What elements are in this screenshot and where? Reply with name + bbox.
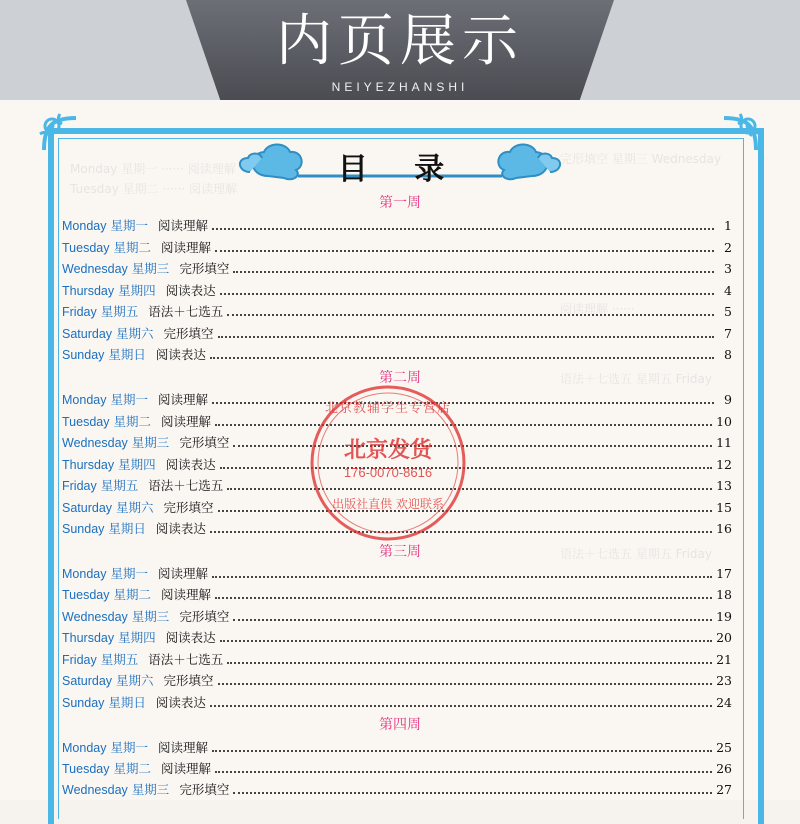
- stamp-main-text: 北京发货: [343, 438, 432, 463]
- day-en: Saturday: [62, 327, 113, 341]
- topic: 完形填空: [163, 326, 214, 341]
- page-number: 18: [716, 587, 732, 602]
- topic: 阅读理解: [158, 566, 209, 581]
- day-en: Friday: [62, 479, 97, 493]
- week-heading: 第三周: [379, 544, 421, 560]
- corner-ornament-icon: [38, 112, 82, 156]
- toc-entry[interactable]: [62, 607, 732, 627]
- topic: 阅读理解: [158, 740, 209, 755]
- page-number: 16: [716, 521, 732, 536]
- day-en: Sunday: [62, 522, 105, 536]
- page-number: 11: [716, 435, 732, 450]
- topic: 语法＋七选五: [148, 478, 224, 493]
- day-en: Sunday: [62, 696, 105, 710]
- day-cn: 星期五: [100, 652, 139, 667]
- page-number: 4: [724, 283, 732, 298]
- day-en: Monday: [62, 393, 107, 407]
- topic: 阅读表达: [155, 347, 206, 362]
- day-en: Wednesday: [62, 436, 128, 450]
- stamp-phone: 176-0070-8616: [343, 465, 433, 480]
- stamp-ring-text: 北京教辅学生专营店: [324, 401, 451, 416]
- toc-entry[interactable]: [62, 281, 732, 301]
- topic: 阅读表达: [165, 283, 216, 298]
- day-cn: 星期四: [118, 630, 156, 645]
- day-en: Tuesday: [62, 415, 110, 429]
- toc-entry[interactable]: [62, 738, 732, 758]
- day-cn: 星期一: [110, 218, 148, 233]
- show-through-text: 阅读理解 ······: [560, 302, 635, 316]
- stamp-bottom-text: 出版社直供 欢迎联系: [332, 497, 444, 511]
- day-en: Wednesday: [62, 783, 128, 797]
- leader-dots: [215, 762, 712, 773]
- day-en: Monday: [62, 219, 107, 233]
- day-en: Tuesday: [62, 588, 110, 602]
- page-number: 15: [716, 500, 732, 515]
- page-number: 13: [716, 478, 732, 493]
- topic: 阅读理解: [158, 392, 209, 407]
- day-cn: 星期三: [131, 609, 170, 624]
- corner-ornament-icon: [718, 112, 762, 156]
- page-number: 8: [724, 347, 732, 362]
- topic: 阅读表达: [155, 695, 206, 710]
- topic: 阅读理解: [158, 218, 209, 233]
- toc-entry[interactable]: [62, 345, 732, 365]
- page-number: 21: [716, 652, 732, 667]
- leader-dots: [212, 219, 714, 230]
- topic: 语法＋七选五: [148, 304, 224, 319]
- day-en: Saturday: [62, 674, 113, 688]
- leader-dots: [210, 348, 714, 359]
- page-number: 2: [724, 240, 732, 255]
- day-cn: 星期日: [108, 347, 146, 362]
- day-en: Tuesday: [62, 241, 110, 255]
- leader-dots: [220, 631, 712, 642]
- topic: 完形填空: [179, 435, 230, 450]
- topic: 语法＋七选五: [148, 652, 224, 667]
- leader-dots: [218, 674, 713, 685]
- day-cn: 星期二: [113, 240, 151, 255]
- page-number: 1: [724, 218, 732, 233]
- day-cn: 星期五: [100, 304, 139, 319]
- day-cn: 星期日: [108, 521, 146, 536]
- leader-dots: [227, 479, 712, 490]
- toc-entry[interactable]: [62, 780, 732, 800]
- week-heading: 第四周: [379, 717, 421, 733]
- leader-dots: [212, 567, 712, 578]
- day-en: Friday: [62, 653, 97, 667]
- day-cn: 星期一: [110, 566, 148, 581]
- leader-dots: [210, 696, 712, 707]
- day-en: Saturday: [62, 501, 113, 515]
- day-cn: 星期四: [118, 457, 156, 472]
- page-number: 20: [716, 630, 732, 645]
- page-number: 23: [716, 673, 732, 688]
- day-en: Thursday: [62, 458, 115, 472]
- leader-dots: [215, 588, 712, 599]
- day-en: Thursday: [62, 284, 115, 298]
- page-number: 7: [724, 326, 732, 341]
- day-cn: 星期六: [116, 500, 154, 515]
- toc-title-block: [228, 142, 572, 187]
- day-cn: 星期一: [110, 740, 148, 755]
- show-through-text: 语法＋七选五 星期五 Friday: [560, 547, 712, 561]
- day-cn: 星期二: [113, 587, 151, 602]
- page-number: 9: [724, 392, 732, 407]
- leader-dots: [212, 741, 712, 752]
- seller-stamp: [308, 383, 468, 543]
- week-heading: 第二周: [379, 370, 421, 386]
- day-en: Wednesday: [62, 262, 128, 276]
- topic: 阅读理解: [161, 587, 212, 602]
- day-cn: 星期六: [116, 326, 154, 341]
- page-number: 26: [716, 761, 732, 776]
- show-through-text: 完形填空 星期三 Wednesday: [560, 152, 722, 166]
- page-number: 25: [716, 740, 732, 755]
- day-cn: 星期四: [118, 283, 156, 298]
- toc-entry[interactable]: [62, 302, 732, 322]
- toc-title: 目 录: [337, 152, 463, 187]
- page-number: 24: [716, 695, 732, 710]
- toc-entry[interactable]: [62, 585, 732, 605]
- topic: 阅读表达: [165, 457, 216, 472]
- leader-dots: [227, 653, 712, 664]
- topic: 完形填空: [179, 609, 230, 624]
- toc-entry[interactable]: [62, 259, 732, 279]
- day-cn: 星期三: [131, 782, 170, 797]
- toc-entry[interactable]: [62, 671, 732, 691]
- topic: 完形填空: [163, 673, 214, 688]
- day-en: Monday: [62, 567, 107, 581]
- toc-entry[interactable]: [62, 628, 732, 648]
- toc-entry[interactable]: [62, 324, 732, 344]
- banner-title: 内页展示: [276, 9, 524, 74]
- day-cn: 星期三: [131, 435, 170, 450]
- banner-subtitle: NEIYEZHANSHI: [331, 80, 469, 94]
- page-number: 17: [716, 566, 732, 581]
- show-through-text: 语法＋七选五 星期五 Friday: [560, 372, 712, 386]
- day-cn: 星期日: [108, 695, 146, 710]
- leader-dots: [233, 783, 712, 794]
- day-en: Monday: [62, 741, 107, 755]
- day-en: Tuesday: [62, 762, 110, 776]
- page-number: 5: [724, 304, 732, 319]
- topic: 阅读表达: [165, 630, 216, 645]
- topic: 阅读表达: [155, 521, 206, 536]
- topic: 完形填空: [163, 500, 214, 515]
- show-through-text: Monday 星期一 ······ 阅读理解: [70, 162, 236, 176]
- day-cn: 星期一: [110, 392, 148, 407]
- header-banner: [0, 0, 800, 100]
- toc-entry[interactable]: [62, 564, 732, 584]
- day-en: Wednesday: [62, 610, 128, 624]
- day-cn: 星期二: [113, 761, 151, 776]
- topic: 阅读理解: [161, 414, 212, 429]
- leader-dots: [233, 262, 714, 273]
- page-number: 27: [716, 782, 732, 797]
- topic: 阅读理解: [161, 761, 212, 776]
- leader-dots: [220, 284, 714, 295]
- day-cn: 星期六: [116, 673, 154, 688]
- week-heading: 第一周: [379, 195, 421, 211]
- toc-entry[interactable]: [62, 693, 732, 713]
- toc-entry[interactable]: [62, 650, 732, 670]
- toc-entry[interactable]: [62, 759, 732, 779]
- topic: 完形填空: [179, 261, 230, 276]
- leader-dots: [218, 327, 714, 338]
- day-en: Friday: [62, 305, 97, 319]
- day-cn: 星期二: [113, 414, 151, 429]
- page-number: 12: [716, 457, 732, 472]
- page-number: 10: [716, 414, 732, 429]
- day-cn: 星期三: [131, 261, 170, 276]
- leader-dots: [215, 241, 714, 252]
- day-en: Thursday: [62, 631, 115, 645]
- show-through-text: Tuesday 星期二 ······ 阅读理解: [70, 182, 238, 196]
- leader-dots: [227, 305, 714, 316]
- topic: 完形填空: [179, 782, 230, 797]
- toc-entry[interactable]: [62, 216, 732, 236]
- day-en: Sunday: [62, 348, 105, 362]
- leader-dots: [233, 436, 712, 447]
- page-number: 3: [724, 261, 732, 276]
- topic: 阅读理解: [161, 240, 212, 255]
- toc-entry[interactable]: [62, 238, 732, 258]
- page-number: 19: [716, 609, 732, 624]
- leader-dots: [233, 610, 712, 621]
- day-cn: 星期五: [100, 478, 139, 493]
